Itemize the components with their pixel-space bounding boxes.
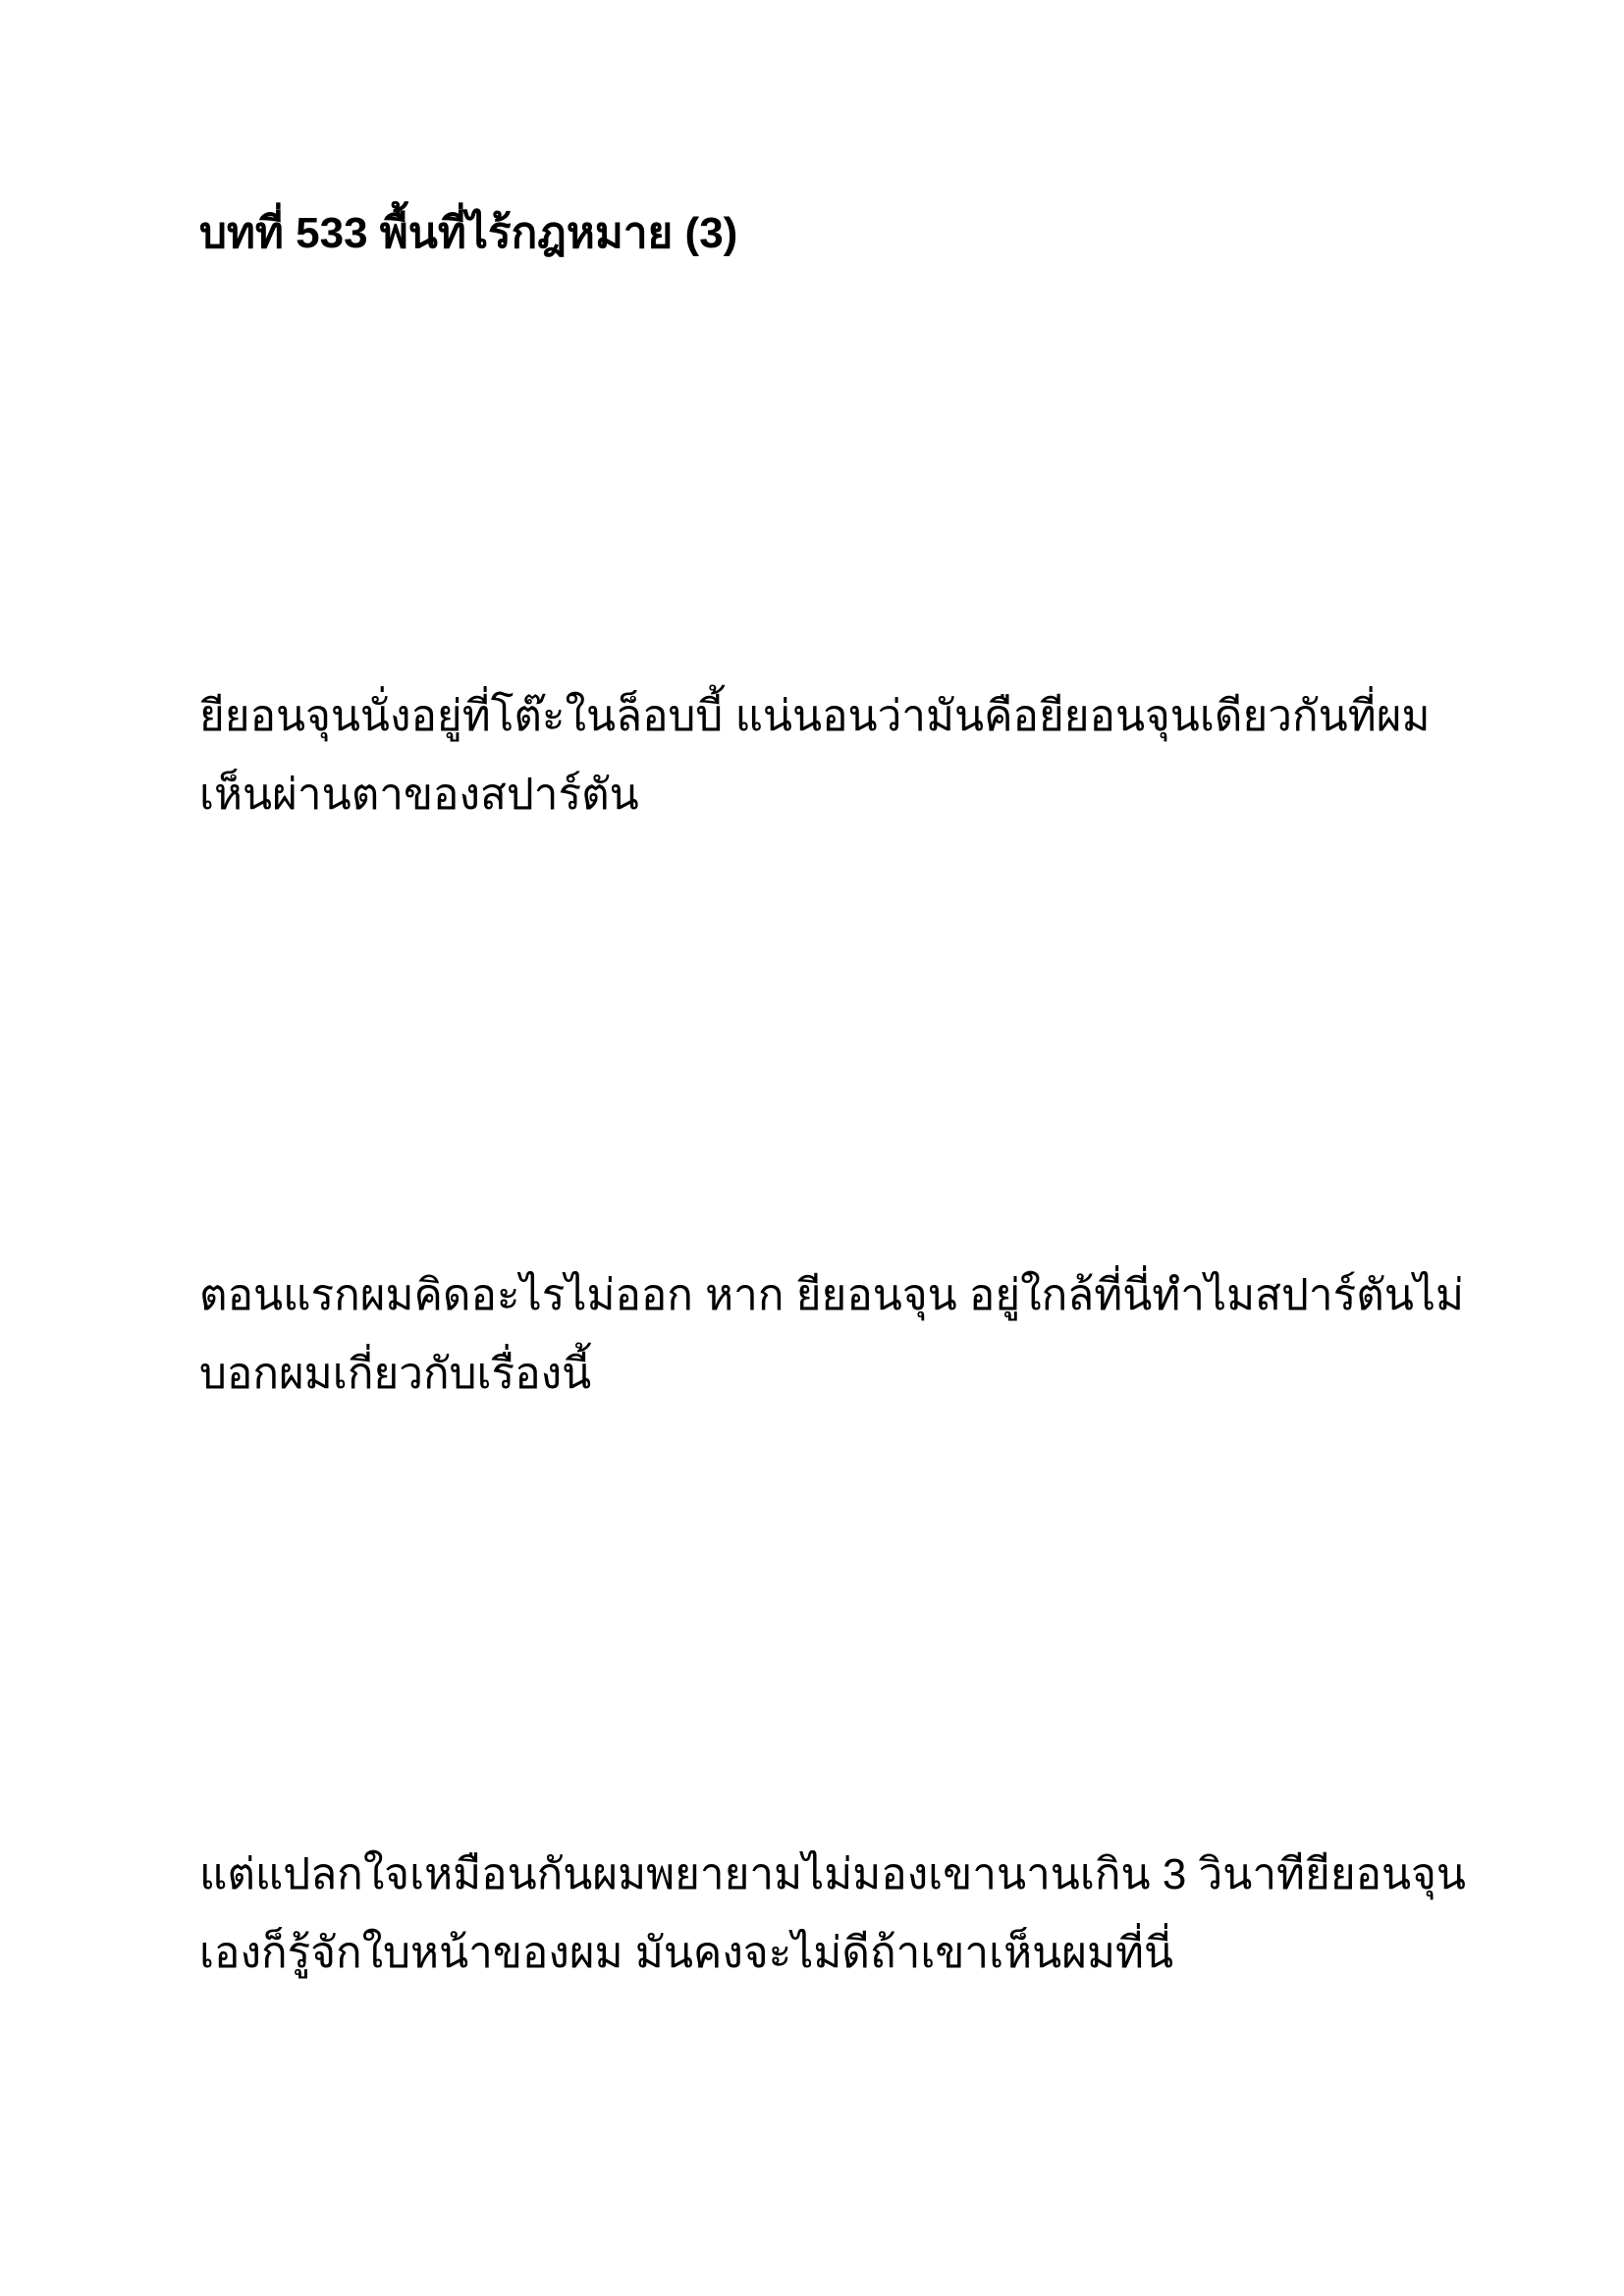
paragraph — [199, 1836, 1466, 1993]
paragraph-line: ยียอนจุนนั่งอยู่ที่โต๊ะในล็อบบี้ แน่นอนว่ามันคือยียอนจุนเดียวกันที่ผม — [199, 692, 1431, 740]
paragraph-line: ตอนแรกผมคิดอะไรไม่ออก หาก ยียอนจุน อยู่ใกล้ที่นี่ทำไมสปาร์ตันไม่ — [199, 1271, 1465, 1319]
paragraph-line: เองก็รู้จักใบหน้าของผม มันคงจะไม่ดีถ้าเขาเห็นผมที่นี่ — [199, 1929, 1174, 1977]
paragraph-line: บอกผมเกี่ยวกับเรื่องนี้ — [199, 1350, 592, 1398]
paragraph — [199, 1256, 1465, 1414]
chapter-title: บทที่ 533 พื้นที่ไร้กฎหมาย (3) — [199, 209, 738, 257]
paragraph-line: เห็นผ่านตาของสปาร์ตัน — [199, 771, 639, 819]
paragraph — [199, 677, 1456, 834]
paragraph-line: แต่แปลกใจเหมือนกันผมพยายามไม่มองเขานานเกิน 3 วินาทียียอนจุน — [199, 1850, 1466, 1898]
